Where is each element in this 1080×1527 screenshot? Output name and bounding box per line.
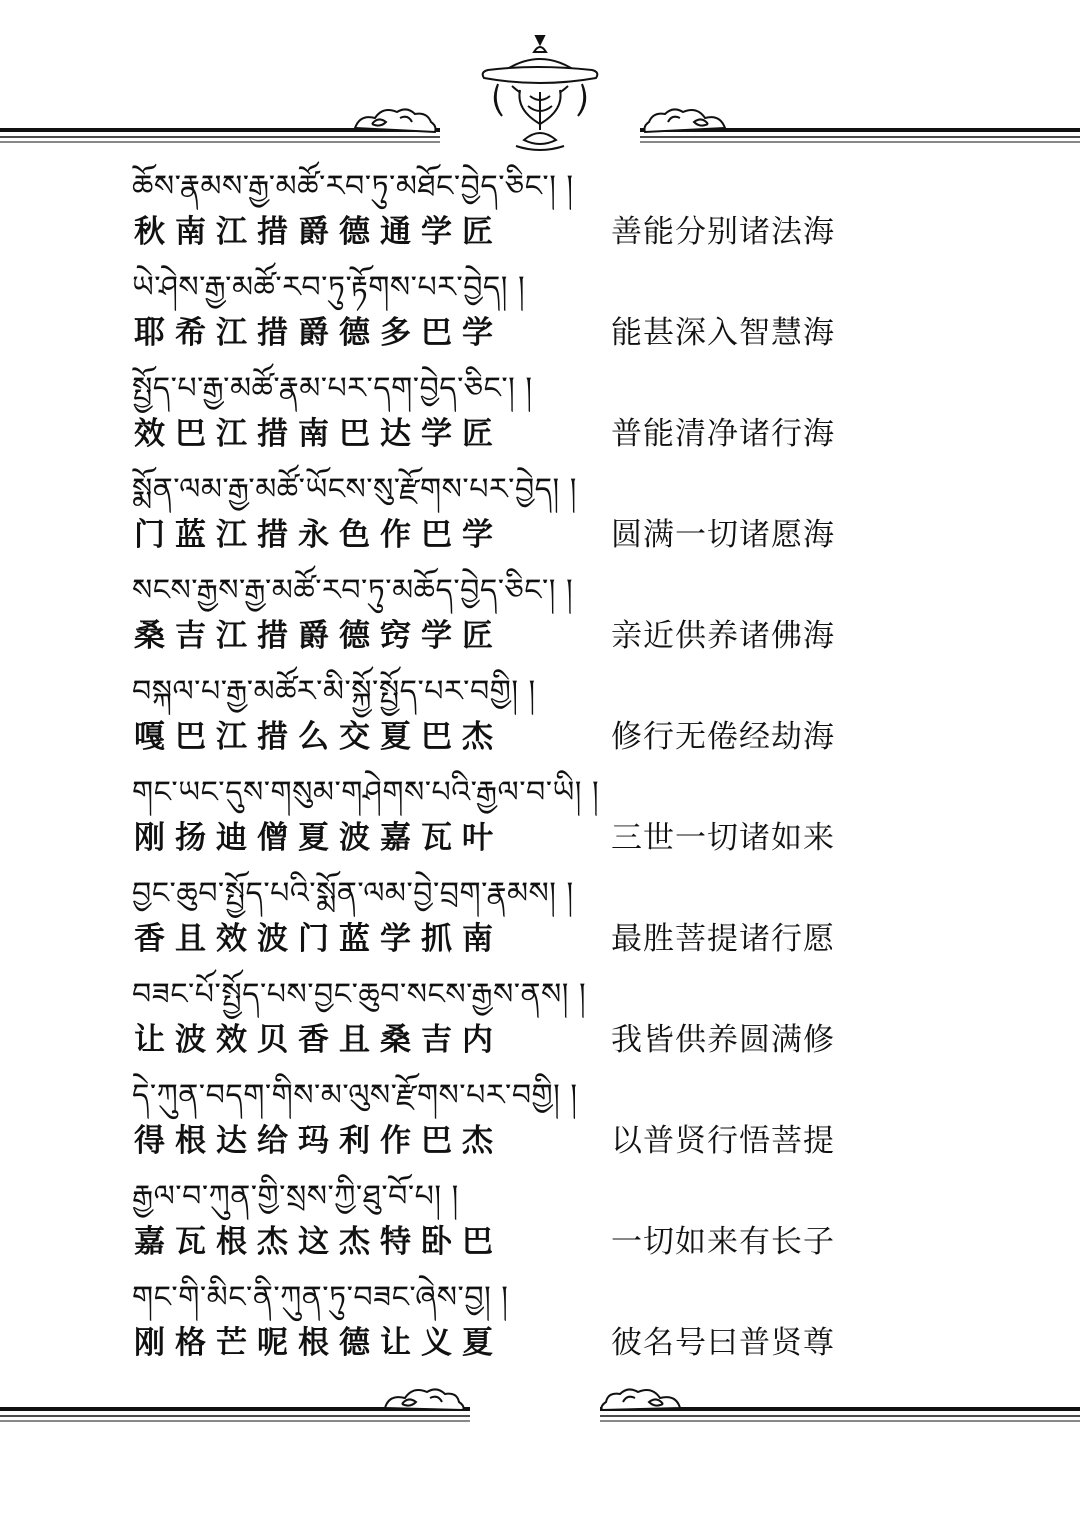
transliteration-line: 嘎巴江措么交夏巴杰 [134,719,503,755]
tibetan-line: གང་གི་མིང་ནི་ཀུན་ཏུ་བཟང་ཞེས་བྱ། ། [132,1280,509,1315]
chinese-translation: 修行无倦经劫海 [611,719,835,755]
cloud-icon [602,1389,681,1410]
chinese-translation: 最胜菩提诸行愿 [611,921,835,957]
tibetan-line: རྒྱལ་བ་ཀུན་གྱི་སྲས་ཀྱི་ཐུ་བོ་པ། ། [132,1179,459,1214]
verse-block [0,865,1080,966]
chinese-translation: 我皆供养圆满修 [611,1022,835,1058]
transliteration-line: 嘉瓦根杰这杰特卧巴 [134,1224,503,1260]
chinese-translation: 能甚深入智慧海 [611,315,835,351]
transliteration-line: 效巴江措南巴达学匠 [134,416,503,452]
chinese-translation: 彼名号曰普贤尊 [611,1325,835,1361]
transliteration-line: 秋南江措爵德通学匠 [134,214,503,250]
chinese-translation: 以普贤行悟菩提 [611,1123,835,1159]
verse-block [0,764,1080,865]
chinese-translation: 善能分别诸法海 [611,214,835,250]
tibetan-line: ཡེ་ཤེས་རྒྱ་མཚོ་རབ་ཏུ་རྟོགས་པར་བྱེད། ། [132,270,526,305]
chinese-translation: 三世一切诸如来 [611,820,835,856]
transliteration-line: 刚扬迪僧夏波嘉瓦叶 [134,820,503,856]
verse-block [0,562,1080,663]
cloud-icon [645,109,726,132]
verse-block [0,1168,1080,1269]
verse-block [0,360,1080,461]
tibetan-line: དེ་ཀུན་བདག་གིས་མ་ལུས་རྫོགས་པར་བགྱི། ། [132,1078,578,1113]
transliteration-line: 香且效波门蓝学抓南 [134,921,503,957]
chinese-translation: 圆满一切诸愿海 [611,517,835,553]
verse-block [0,663,1080,764]
tibetan-line: གང་ཡང་དུས་གསུམ་གཤེགས་པའི་རྒྱལ་བ་ཡི། ། [132,775,600,810]
chinese-translation: 亲近供养诸佛海 [611,618,835,654]
verse-block [0,461,1080,562]
tibetan-line: སངས་རྒྱས་རྒྱ་མཚོ་རབ་ཏུ་མཆོད་བྱེད་ཅིང༌། ། [132,573,574,608]
transliteration-line: 门蓝江措永色作巴学 [134,517,503,553]
transliteration-line: 刚格芒呢根德让义夏 [134,1325,503,1361]
tibetan-line: སྤྱོད་པ་རྒྱ་མཚོ་རྣམ་པར་དག་བྱེད་ཅིང༌། ། [132,371,533,406]
cloud-icon [355,109,436,132]
chinese-translation: 一切如来有长子 [611,1224,835,1260]
verse-block [0,966,1080,1067]
verse-block [0,1269,1080,1370]
chinese-translation: 普能清净诸行海 [611,416,835,452]
top-border-ornament [0,0,1080,170]
verse-block [0,1067,1080,1168]
tibetan-line: བཟང་པོ་སྤྱོད་པས་བྱང་ཆུབ་སངས་རྒྱས་ནས། ། [132,977,587,1012]
transliteration-line: 得根达给玛利作巴杰 [134,1123,503,1159]
transliteration-line: 让波效贝香且桑吉内 [134,1022,503,1058]
transliteration-line: 耶希江措爵德多巴学 [134,315,503,351]
parasol-emblem-icon [483,36,598,150]
transliteration-line: 桑吉江措爵德窍学匠 [134,618,503,654]
tibetan-line: བསྐལ་པ་རྒྱ་མཚོར་མི་སྐྱོ་སྤྱོད་པར་བགྱི། ། [132,674,536,709]
tibetan-line: སྨོན་ལམ་རྒྱ་མཚོ་ཡོངས་སུ་རྫོགས་པར་བྱེད། ། [132,472,577,507]
tibetan-line: ཆོས་རྣམས་རྒྱ་མཚོ་རབ་ཏུ་མཐོང་བྱེད་ཅིང༌། ། [132,169,574,204]
cloud-icon [385,1389,464,1410]
verse-block [0,158,1080,259]
tibetan-line: བྱང་ཆུབ་སྤྱོད་པའི་སྨོན་ལམ་བྱེ་བྲག་རྣམས། ། [132,876,574,911]
verse-block [0,259,1080,360]
